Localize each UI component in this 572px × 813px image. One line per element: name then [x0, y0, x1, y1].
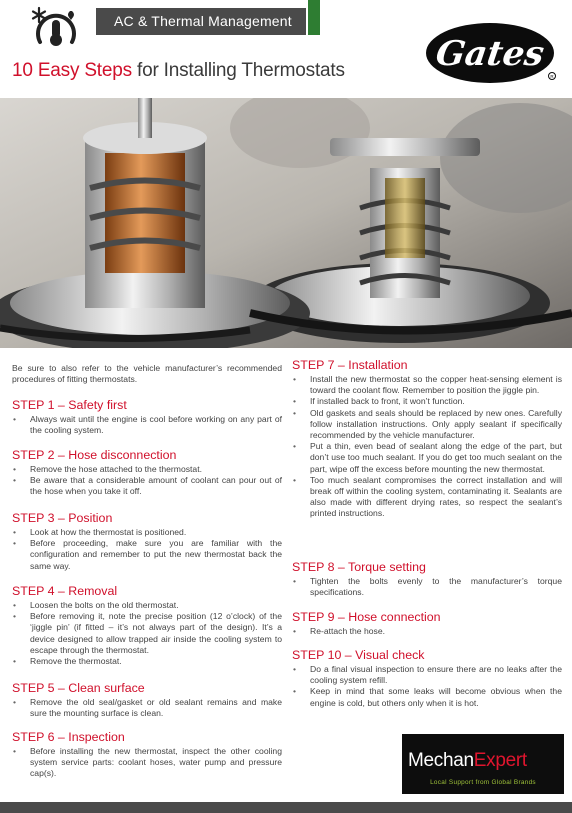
footer-band — [0, 802, 572, 813]
step-bullet: • Loosen the bolts on the old thermostat. — [12, 600, 282, 611]
step-title: STEP 7 – Installation — [292, 358, 408, 372]
step-title: STEP 9 – Hose connection — [292, 610, 441, 624]
mechanexpert-logo-white: Mechan — [408, 750, 474, 771]
step-title: STEP 3 – Position — [12, 511, 113, 525]
step-4 — [12, 584, 282, 667]
svg-text:R: R — [550, 74, 554, 79]
page-title-accent: 10 Easy Steps — [12, 60, 132, 81]
step-5 — [12, 681, 282, 719]
step-bullet: • Too much sealant compromises the correct installation and will break off within the cooling system, contaminating it. Sealants are also made with different drying rates, so respect the sealant’s printed instructions. — [292, 475, 562, 520]
step-bullet: • Be aware that a considerable amount of coolant can pour out of the hose when you take it off. — [12, 475, 282, 497]
step-bullet: • Re-attach the hose. — [292, 626, 562, 637]
step-bullet: • Before removing it, note the precise position (12 o’clock) of the ‘jiggle pin’ (if fitted – it’s not always part of the design). It’s a device designed to allow trapped air inside the cooling system to escape through the thermostat. — [12, 611, 282, 656]
step-bullet: • If installed back to front, it won’t function. — [292, 396, 562, 407]
thermostats-photo — [0, 98, 572, 348]
step-bullet: • Always wait until the engine is cool before working on any part of the cooling system. — [12, 414, 282, 436]
step-bullet: • Put a thin, even bead of sealant along the edge of the part, but don’t use too much sealant. If you do get too much sealant on the part, wipe off the excess before mounting the new thermostat. — [292, 441, 562, 475]
header-accent-stripe — [308, 0, 320, 35]
step-title: STEP 5 – Clean surface — [12, 681, 145, 695]
step-3 — [12, 511, 282, 572]
step-9 — [292, 610, 562, 637]
gates-logo — [424, 18, 560, 88]
mechanexpert-logo — [408, 750, 527, 772]
step-bullet: • Remove the hose attached to the thermostat. — [12, 464, 282, 475]
svg-text:Gates: Gates — [433, 34, 547, 74]
step-bullet: • Old gaskets and seals should be replaced by new ones. Carefully follow installation instructions. Only apply sealant if specifically recommended by the vehicle manufacturer. — [292, 408, 562, 442]
step-10 — [292, 648, 562, 709]
step-bullet: • Look at how the thermostat is positioned. — [12, 527, 282, 538]
category-label: AC & Thermal Management — [114, 13, 292, 29]
step-6 — [12, 730, 282, 780]
step-title: STEP 2 – Hose disconnection — [12, 448, 177, 462]
step-title: STEP 8 – Torque setting — [292, 560, 426, 574]
step-7 — [292, 358, 562, 520]
intro-text: Be sure to also refer to the vehicle manufacturer’s recommended procedures of fitting thermostats. — [12, 363, 282, 385]
mechanexpert-tagline: Local Support from Global Brands — [430, 779, 536, 786]
step-title: STEP 4 – Removal — [12, 584, 118, 598]
step-title: STEP 1 – Safety first — [12, 398, 127, 412]
step-bullet: • Install the new thermostat so the copper heat-sensing element is toward the coolant flow. Remember to position the jiggle pin. — [292, 374, 562, 396]
step-bullet: • Before proceeding, make sure you are familiar with the configuration and remember to put the new thermostat back the same way. — [12, 538, 282, 572]
step-bullet: • Remove the old seal/gasket or old sealant remains and make sure the mounting surface is clean. — [12, 697, 282, 719]
step-1 — [12, 398, 282, 436]
page-title — [12, 60, 345, 82]
step-bullet: • Before installing the new thermostat, inspect the other cooling system service parts: coolant hoses, water pump and pressure cap(s). — [12, 746, 282, 780]
page-title-rest: for Installing Thermostats — [131, 60, 345, 81]
mechanexpert-logo-red: Expert — [473, 750, 527, 771]
step-2 — [12, 448, 282, 498]
step-bullet: • Keep in mind that some leaks will become obvious when the engine is cold, but others only when it is hot. — [292, 686, 562, 708]
step-bullet: • Do a final visual inspection to ensure there are no leaks after the cooling system refill. — [292, 664, 562, 686]
step-title: STEP 6 – Inspection — [12, 730, 125, 744]
step-bullet: • Tighten the bolts evenly to the manufacturer’s torque specifications. — [292, 576, 562, 598]
step-bullet: • Remove the thermostat. — [12, 656, 282, 667]
step-title: STEP 10 – Visual check — [292, 648, 425, 662]
thermostat-snowflake-icon — [28, 2, 84, 50]
mechanexpert-badge — [402, 734, 564, 794]
step-8 — [292, 560, 562, 598]
